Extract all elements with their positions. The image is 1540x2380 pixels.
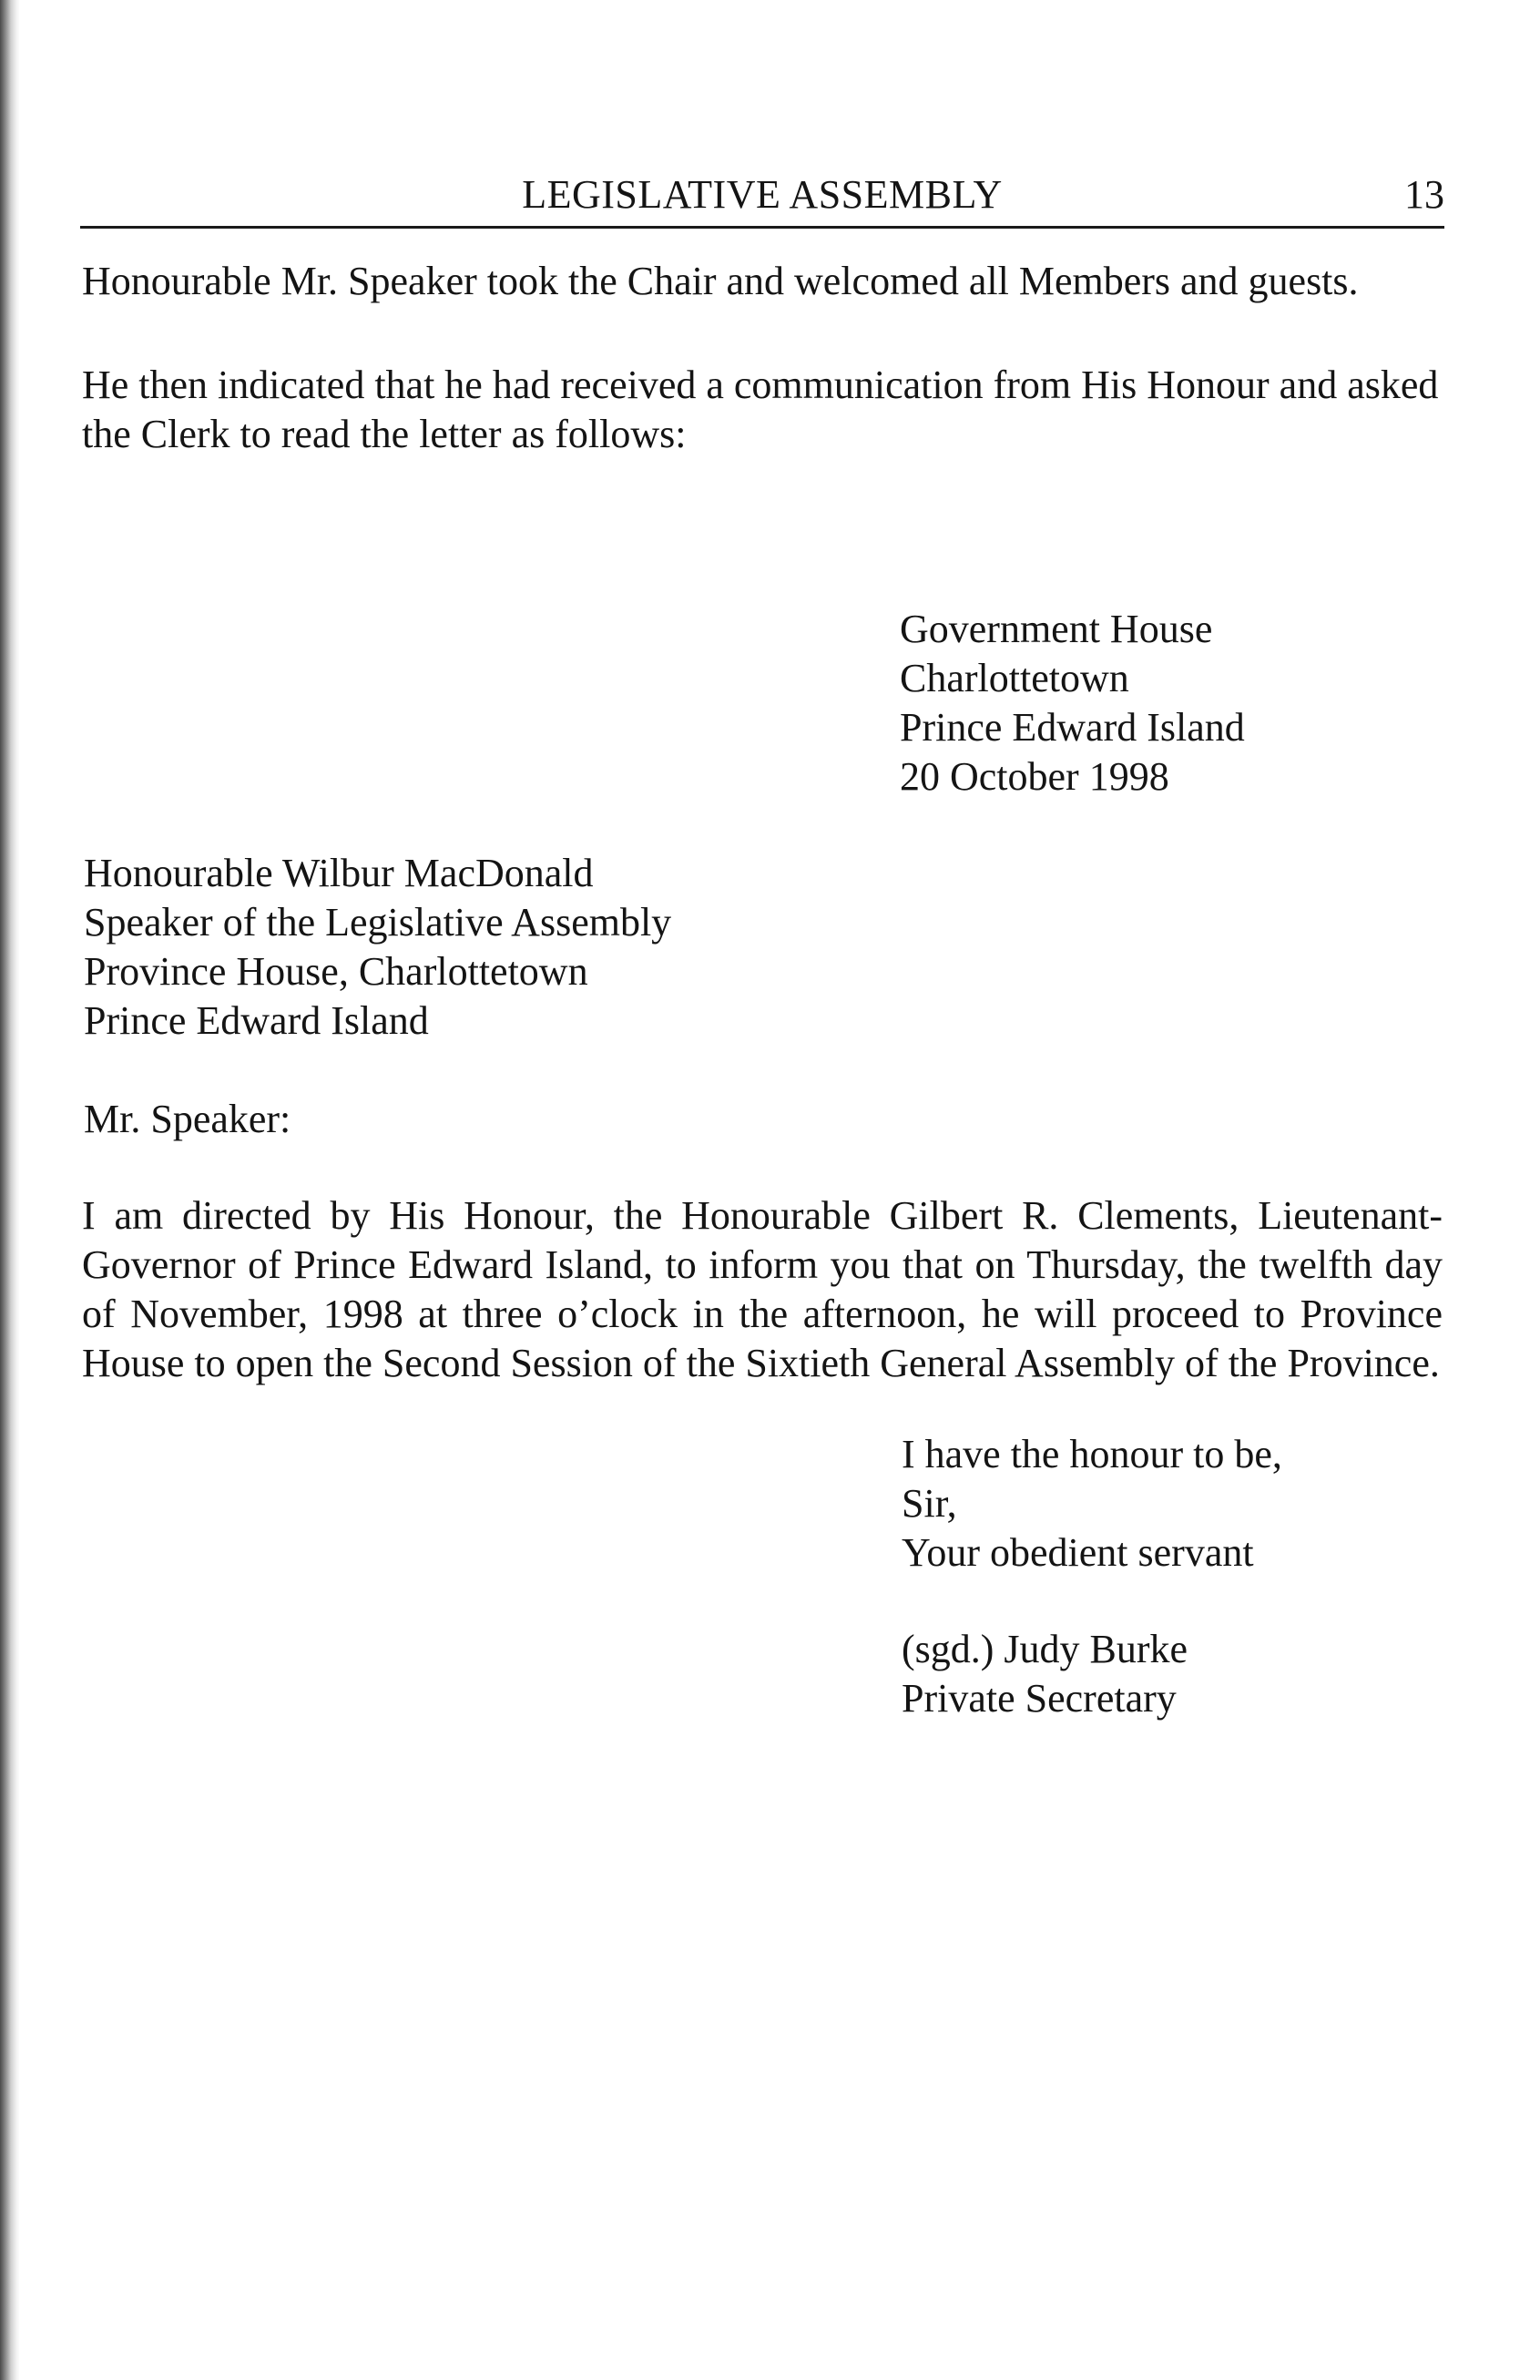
closing-line: Sir,	[902, 1481, 957, 1526]
running-header	[80, 162, 1444, 229]
page-number: 13	[1404, 172, 1444, 217]
sender-address	[900, 605, 1245, 802]
closing-line: I have the honour to be,	[902, 1432, 1282, 1476]
signature-title: Private Secretary	[902, 1676, 1177, 1721]
letter-salutation: Mr. Speaker:	[84, 1097, 291, 1141]
recipient-address-line: Speaker of the Legislative Assembly	[84, 900, 672, 945]
recipient-address-line: Prince Edward Island	[84, 998, 429, 1043]
recipient-address	[84, 849, 671, 1046]
letter-closing	[902, 1430, 1282, 1578]
recipient-address-line: Honourable Wilbur MacDonald	[84, 851, 594, 895]
letter-signature	[902, 1625, 1188, 1723]
paragraph-speaker-took-chair: Honourable Mr. Speaker took the Chair and welcomed all Members and guests.	[82, 259, 1359, 303]
sender-address-line: Prince Edward Island	[900, 705, 1245, 750]
letter-body: I am directed by His Honour, the Honourable Gilbert R. Clements, Lieutenant-Governor of Prince Edward Island, to inform you that on Thursday, the twelfth day of November, 1998 at three o’clock in the afternoon, he will proceed to Province House to open the Second Session of the Sixtieth General Assembly of the Province.	[82, 1193, 1443, 1385]
letter-date: 20 October 1998	[900, 754, 1169, 799]
recipient-address-line: Province House, Charlottetown	[84, 949, 588, 994]
closing-line: Your obedient servant	[902, 1530, 1254, 1575]
signature-name: (sgd.) Judy Burke	[902, 1627, 1188, 1671]
sender-address-line: Charlottetown	[900, 656, 1129, 700]
paragraph-communication-received: He then indicated that he had received a communication from His Honour and asked the Clerk to read the letter as follows:	[82, 363, 1439, 456]
running-title: LEGISLATIVE ASSEMBLY	[522, 172, 1003, 217]
sender-address-line: Government House	[900, 607, 1213, 651]
